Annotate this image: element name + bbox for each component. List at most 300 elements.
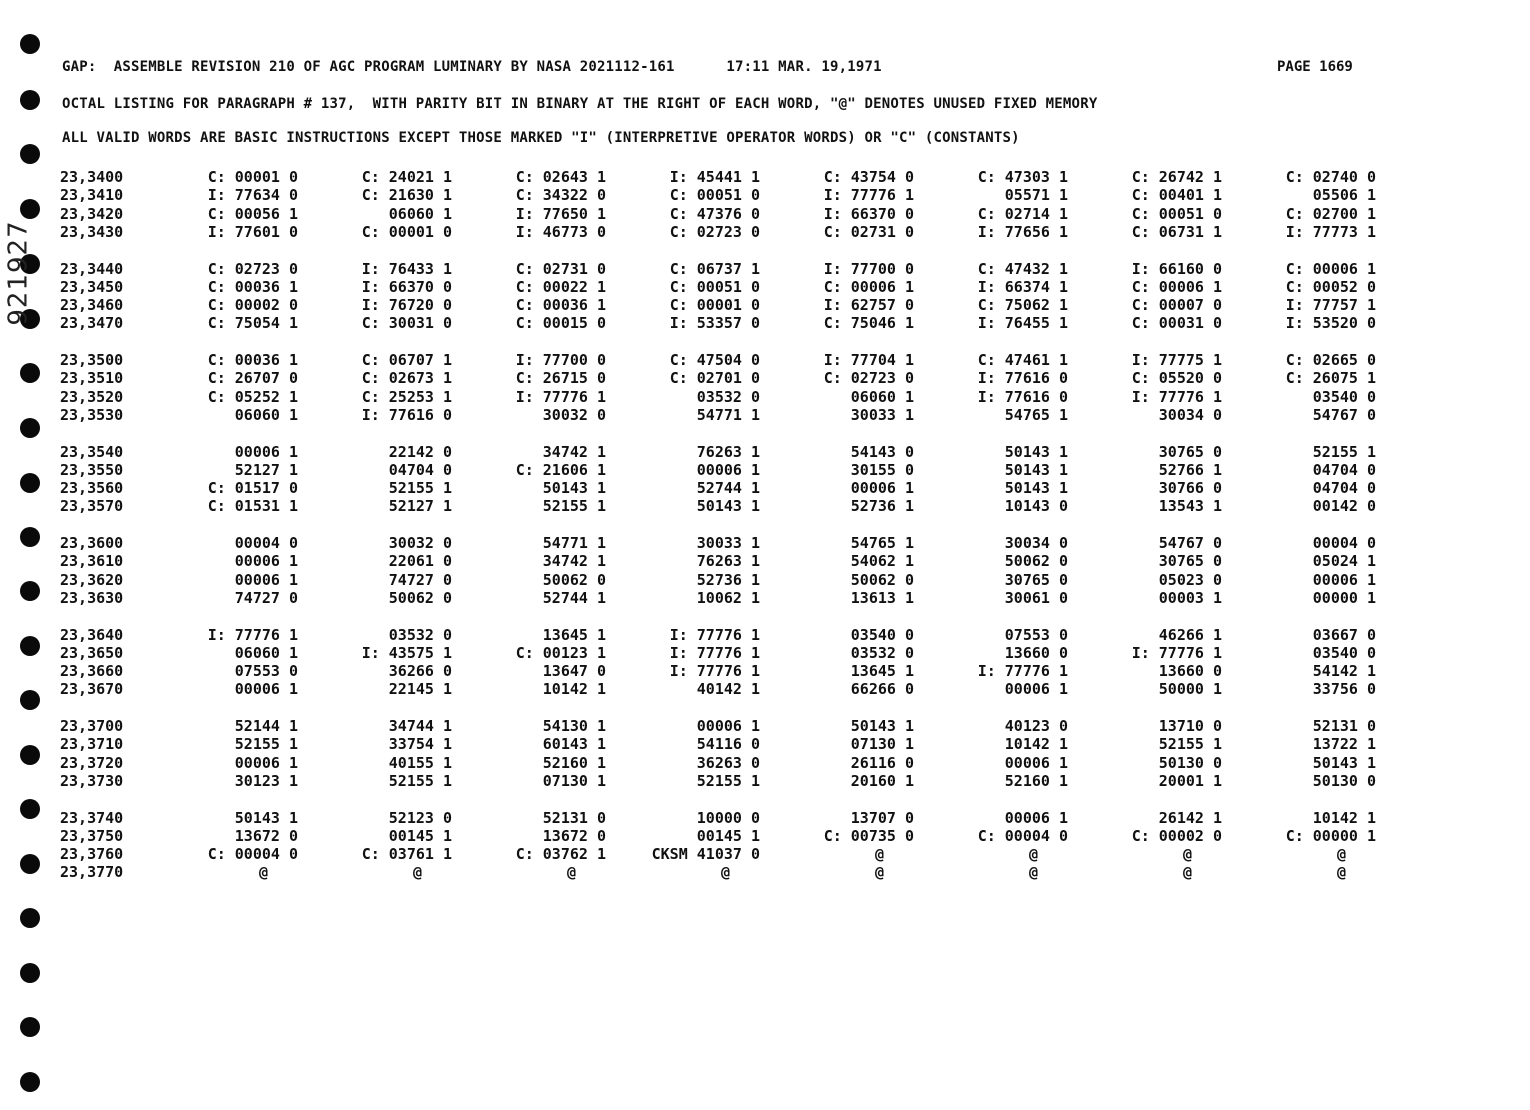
octal-word: 30061 0 — [1004, 588, 1068, 607]
octal-word: 52123 0 — [388, 808, 452, 827]
octal-word: C: 01517 0 — [207, 479, 298, 498]
octal-word: 46266 1 — [1158, 625, 1222, 644]
octal-word: C: 03762 1 — [515, 845, 606, 864]
octal-word: 30155 0 — [850, 460, 914, 479]
listing-row — [0, 717, 1420, 735]
octal-word: C: 00036 1 — [207, 277, 298, 296]
listing-row — [0, 827, 1420, 845]
listing-row — [0, 497, 1420, 515]
octal-word: C: 02731 0 — [823, 222, 914, 241]
octal-word: 04704 0 — [388, 460, 452, 479]
octal-word: 60143 1 — [542, 735, 606, 754]
octal-word: 52766 1 — [1158, 460, 1222, 479]
row-address: 23,3730 — [60, 771, 124, 790]
octal-word: 74727 0 — [234, 588, 298, 607]
octal-word: 52155 1 — [1158, 735, 1222, 754]
row-address: 23,3540 — [60, 442, 124, 461]
octal-word: 00006 1 — [850, 479, 914, 498]
octal-word: I: 77776 1 — [669, 662, 760, 681]
octal-word: @ — [1336, 863, 1346, 882]
octal-word: 13722 1 — [1312, 735, 1376, 754]
octal-word: I: 77650 1 — [515, 204, 606, 223]
octal-word: @ — [1028, 845, 1038, 864]
row-address: 23,3420 — [60, 204, 124, 223]
octal-word: I: 77776 1 — [669, 643, 760, 662]
octal-word: C: 21606 1 — [515, 460, 606, 479]
binder-hole — [20, 908, 40, 928]
octal-word: C: 06731 1 — [1131, 222, 1222, 241]
octal-word: C: 00004 0 — [977, 826, 1068, 845]
octal-word: C: 47461 1 — [977, 351, 1068, 369]
octal-word: 50062 0 — [388, 588, 452, 607]
octal-word: C: 05520 0 — [1131, 369, 1222, 388]
octal-word: 06060 1 — [234, 643, 298, 662]
octal-word: 66266 0 — [850, 680, 914, 699]
row-address: 23,3770 — [60, 863, 124, 882]
octal-word: C: 00006 1 — [1285, 259, 1376, 278]
octal-word: 00004 0 — [234, 534, 298, 552]
listing-row — [0, 754, 1420, 772]
octal-word: I: 76455 1 — [977, 314, 1068, 333]
listing-row — [0, 369, 1420, 387]
octal-word: I: 77757 1 — [1285, 296, 1376, 315]
octal-word: @ — [412, 863, 422, 882]
octal-word: 20160 1 — [850, 771, 914, 790]
row-address: 23,3560 — [60, 479, 124, 498]
binder-hole — [20, 1072, 40, 1092]
row-address: 23,3660 — [60, 662, 124, 681]
octal-word: C: 00000 1 — [1285, 826, 1376, 845]
octal-word: C: 00022 1 — [515, 277, 606, 296]
octal-word: C: 05252 1 — [207, 387, 298, 406]
octal-word: 10142 1 — [1312, 808, 1376, 827]
octal-word: C: 75054 1 — [207, 314, 298, 333]
octal-word: 05023 0 — [1158, 570, 1222, 589]
octal-word: C: 00007 0 — [1131, 296, 1222, 315]
octal-word: 00145 1 — [388, 826, 452, 845]
octal-word: I: 77616 0 — [361, 405, 452, 424]
octal-word: @ — [874, 845, 884, 864]
octal-word: 05024 1 — [1312, 552, 1376, 571]
octal-word: @ — [1336, 845, 1346, 864]
octal-word: @ — [874, 863, 884, 882]
row-address: 23,3410 — [60, 186, 124, 205]
binder-hole — [20, 90, 40, 110]
octal-word: I: 77656 1 — [977, 222, 1068, 241]
octal-word: I: 77773 1 — [1285, 222, 1376, 241]
octal-word: C: 02701 0 — [669, 369, 760, 388]
row-address: 23,3460 — [60, 296, 124, 315]
octal-word: C: 02673 1 — [361, 369, 452, 388]
octal-word: 52736 1 — [850, 497, 914, 516]
octal-word: 03667 0 — [1312, 625, 1376, 644]
octal-word: 50130 0 — [1312, 771, 1376, 790]
octal-word: 30123 1 — [234, 771, 298, 790]
row-address: 23,3710 — [60, 735, 124, 754]
octal-word: C: 00735 0 — [823, 826, 914, 845]
row-address: 23,3720 — [60, 753, 124, 772]
octal-word: C: 30031 0 — [361, 314, 452, 333]
octal-word: 04704 0 — [1312, 460, 1376, 479]
octal-word: 10142 1 — [542, 680, 606, 699]
octal-word: C: 00401 1 — [1131, 186, 1222, 205]
row-address: 23,3430 — [60, 222, 124, 241]
listing-row — [0, 845, 1420, 863]
octal-word: I: 77776 1 — [1131, 643, 1222, 662]
listing-row — [0, 644, 1420, 662]
octal-word: 00006 1 — [234, 442, 298, 461]
octal-word: 00006 1 — [234, 680, 298, 699]
octal-word: C: 00051 0 — [669, 186, 760, 205]
octal-word: 13710 0 — [1158, 717, 1222, 735]
octal-word: I: 53357 0 — [669, 314, 760, 333]
octal-word: I: 77634 0 — [207, 186, 298, 205]
octal-word: 13672 0 — [234, 826, 298, 845]
octal-word: C: 75062 1 — [977, 296, 1068, 315]
listing-row — [0, 168, 1420, 186]
octal-word: 00006 1 — [696, 460, 760, 479]
row-address: 23,3600 — [60, 534, 124, 552]
row-address: 23,3440 — [60, 259, 124, 278]
octal-word: C: 00001 0 — [361, 222, 452, 241]
row-address: 23,3450 — [60, 277, 124, 296]
octal-word: C: 00015 0 — [515, 314, 606, 333]
octal-word: 50143 1 — [542, 479, 606, 498]
octal-word: C: 00002 0 — [207, 296, 298, 315]
octal-word: 07130 1 — [542, 771, 606, 790]
octal-word: 54765 1 — [850, 534, 914, 552]
octal-word: C: 25253 1 — [361, 387, 452, 406]
octal-word: C: 02643 1 — [515, 168, 606, 186]
octal-word: 07130 1 — [850, 735, 914, 754]
octal-word: I: 43575 1 — [361, 643, 452, 662]
octal-word: @ — [258, 863, 268, 882]
octal-word: I: 77776 1 — [515, 387, 606, 406]
row-address: 23,3740 — [60, 808, 124, 827]
octal-word: 22142 0 — [388, 442, 452, 461]
octal-word: 30032 0 — [542, 405, 606, 424]
octal-word: @ — [1028, 863, 1038, 882]
octal-word: @ — [1182, 863, 1192, 882]
binder-hole — [20, 144, 40, 164]
row-address: 23,3470 — [60, 314, 124, 333]
octal-word: 00006 1 — [1004, 680, 1068, 699]
octal-word: I: 77700 0 — [823, 259, 914, 278]
octal-word: 03532 0 — [388, 625, 452, 644]
octal-word: C: 02700 1 — [1285, 204, 1376, 223]
octal-word: 36263 0 — [696, 753, 760, 772]
octal-word: 13645 1 — [850, 662, 914, 681]
octal-word: C: 00056 1 — [207, 204, 298, 223]
octal-word: C: 02723 0 — [207, 259, 298, 278]
octal-word: 52155 1 — [388, 771, 452, 790]
listing-row — [0, 278, 1420, 296]
listing-row — [0, 223, 1420, 241]
listing-row — [0, 406, 1420, 424]
listing-row — [0, 735, 1420, 753]
margin-stamp: 921927 — [3, 220, 34, 326]
octal-word: 50143 1 — [696, 497, 760, 516]
row-address: 23,3650 — [60, 643, 124, 662]
octal-word: 54130 1 — [542, 717, 606, 735]
octal-word: C: 21630 1 — [361, 186, 452, 205]
listing-row — [0, 626, 1420, 644]
octal-word: 50143 1 — [234, 808, 298, 827]
octal-word: 07553 0 — [234, 662, 298, 681]
octal-word: 30765 0 — [1158, 552, 1222, 571]
octal-word: 20001 1 — [1158, 771, 1222, 790]
octal-word: 00145 1 — [696, 826, 760, 845]
octal-word: 07553 0 — [1004, 625, 1068, 644]
octal-word: I: 77616 0 — [977, 369, 1068, 388]
octal-word: 13660 0 — [1004, 643, 1068, 662]
octal-word: 33756 0 — [1312, 680, 1376, 699]
octal-word: 00003 1 — [1158, 588, 1222, 607]
octal-word: C: 26715 0 — [515, 369, 606, 388]
octal-word: 52736 1 — [696, 570, 760, 589]
octal-word: I: 53520 0 — [1285, 314, 1376, 333]
octal-word: I: 62757 0 — [823, 296, 914, 315]
listing-row — [0, 479, 1420, 497]
octal-word: 52155 1 — [542, 497, 606, 516]
octal-word: I: 46773 0 — [515, 222, 606, 241]
octal-word: 26116 0 — [850, 753, 914, 772]
octal-word: C: 00001 0 — [669, 296, 760, 315]
octal-word: 52744 1 — [542, 588, 606, 607]
octal-word: 52155 1 — [234, 735, 298, 754]
octal-word: 36266 0 — [388, 662, 452, 681]
listing-row — [0, 534, 1420, 552]
octal-word: 52155 1 — [388, 479, 452, 498]
octal-word: I: 77704 1 — [823, 351, 914, 369]
listing-row — [0, 680, 1420, 698]
octal-word: C: 00002 0 — [1131, 826, 1222, 845]
octal-word: 50143 1 — [1004, 479, 1068, 498]
octal-word: 52155 1 — [696, 771, 760, 790]
octal-word: 54771 1 — [696, 405, 760, 424]
octal-word: 13645 1 — [542, 625, 606, 644]
row-address: 23,3550 — [60, 460, 124, 479]
octal-word: C: 75046 1 — [823, 314, 914, 333]
octal-word: 52160 1 — [542, 753, 606, 772]
octal-word: 00006 1 — [1312, 570, 1376, 589]
octal-word: 05571 1 — [1004, 186, 1068, 205]
octal-word: C: 03761 1 — [361, 845, 452, 864]
binder-hole — [20, 34, 40, 54]
listing-row — [0, 443, 1420, 461]
octal-word: 50143 1 — [1312, 753, 1376, 772]
octal-word: 54771 1 — [542, 534, 606, 552]
octal-word: C: 47303 1 — [977, 168, 1068, 186]
octal-word: 76263 1 — [696, 442, 760, 461]
octal-word: 52131 0 — [1312, 717, 1376, 735]
octal-word: C: 00052 0 — [1285, 277, 1376, 296]
row-address: 23,3760 — [60, 845, 124, 864]
octal-word: @ — [720, 863, 730, 882]
octal-word: I: 77601 0 — [207, 222, 298, 241]
octal-word: C: 00036 1 — [515, 296, 606, 315]
octal-word: 54767 0 — [1158, 534, 1222, 552]
octal-word: 13660 0 — [1158, 662, 1222, 681]
octal-word: 54767 0 — [1312, 405, 1376, 424]
octal-word: C: 06737 1 — [669, 259, 760, 278]
octal-word: 30034 0 — [1158, 405, 1222, 424]
octal-word: 13613 1 — [850, 588, 914, 607]
octal-word: CKSM 41037 0 — [651, 845, 760, 864]
listing-row — [0, 461, 1420, 479]
octal-word: 33754 1 — [388, 735, 452, 754]
octal-word: 54765 1 — [1004, 405, 1068, 424]
octal-word: I: 77700 0 — [515, 351, 606, 369]
octal-word: 00006 1 — [234, 753, 298, 772]
octal-word: C: 47432 1 — [977, 259, 1068, 278]
octal-word: 50143 1 — [1004, 460, 1068, 479]
octal-word: @ — [566, 863, 576, 882]
listing-row — [0, 205, 1420, 223]
octal-word: 26142 1 — [1158, 808, 1222, 827]
octal-word: C: 26707 0 — [207, 369, 298, 388]
octal-word: 04704 0 — [1312, 479, 1376, 498]
octal-word: 13707 0 — [850, 808, 914, 827]
listing-header: GAP: ASSEMBLE REVISION 210 OF AGC PROGRAM LUMINARY BY NASA 2021112-161 17:11 MAR. 19,1971 — [62, 59, 882, 75]
octal-word: C: 43754 0 — [823, 168, 914, 186]
row-address: 23,3700 — [60, 717, 124, 735]
octal-word: I: 77616 0 — [977, 387, 1068, 406]
octal-word: 00142 0 — [1312, 497, 1376, 516]
listing-row — [0, 260, 1420, 278]
octal-word: C: 00036 1 — [207, 351, 298, 369]
octal-word: 74727 0 — [388, 570, 452, 589]
octal-word: 30034 0 — [1004, 534, 1068, 552]
listing-row — [0, 552, 1420, 570]
octal-word: 10062 1 — [696, 588, 760, 607]
octal-word: C: 06707 1 — [361, 351, 452, 369]
octal-word: 00006 1 — [234, 570, 298, 589]
octal-word: 40142 1 — [696, 680, 760, 699]
octal-word: I: 66374 1 — [977, 277, 1068, 296]
listing-legend: ALL VALID WORDS ARE BASIC INSTRUCTIONS EXCEPT THOSE MARKED "I" (INTERPRETIVE OPERATOR WORDS) OR "C" (CONSTANTS) — [62, 130, 1020, 146]
octal-word: C: 34322 0 — [515, 186, 606, 205]
octal-word: 40123 0 — [1004, 717, 1068, 735]
listing-row — [0, 809, 1420, 827]
octal-word: 22061 0 — [388, 552, 452, 571]
octal-word: 30765 0 — [1158, 442, 1222, 461]
octal-word: 30032 0 — [388, 534, 452, 552]
octal-word: 03532 0 — [696, 387, 760, 406]
octal-word: C: 02723 0 — [669, 222, 760, 241]
octal-word: I: 66160 0 — [1131, 259, 1222, 278]
row-address: 23,3610 — [60, 552, 124, 571]
octal-word: 00000 1 — [1312, 588, 1376, 607]
octal-word: C: 02740 0 — [1285, 168, 1376, 186]
octal-word: C: 00004 0 — [207, 845, 298, 864]
octal-word: C: 26075 1 — [1285, 369, 1376, 388]
row-address: 23,3570 — [60, 497, 124, 516]
listing-row — [0, 571, 1420, 589]
octal-word: C: 02714 1 — [977, 204, 1068, 223]
octal-word: I: 77776 1 — [207, 625, 298, 644]
octal-word: I: 45441 1 — [669, 168, 760, 186]
octal-word: 00006 1 — [1004, 753, 1068, 772]
octal-word: 50062 0 — [542, 570, 606, 589]
octal-word: 06060 1 — [388, 204, 452, 223]
row-address: 23,3520 — [60, 387, 124, 406]
page-number: PAGE 1669 — [1277, 59, 1353, 75]
octal-word: 54116 0 — [696, 735, 760, 754]
listing-row — [0, 296, 1420, 314]
octal-word: 30765 0 — [1004, 570, 1068, 589]
octal-word: C: 02665 0 — [1285, 351, 1376, 369]
octal-word: 52131 0 — [542, 808, 606, 827]
octal-word: C: 47376 0 — [669, 204, 760, 223]
octal-word: 30033 1 — [850, 405, 914, 424]
octal-word: @ — [1182, 845, 1192, 864]
octal-word: 13543 1 — [1158, 497, 1222, 516]
octal-word: I: 66370 0 — [823, 204, 914, 223]
octal-word: 06060 1 — [234, 405, 298, 424]
listing-row — [0, 662, 1420, 680]
row-address: 23,3500 — [60, 351, 124, 369]
octal-word: 52744 1 — [696, 479, 760, 498]
octal-word: 52160 1 — [1004, 771, 1068, 790]
octal-word: 76263 1 — [696, 552, 760, 571]
octal-word: 52127 1 — [234, 460, 298, 479]
octal-word: 50143 1 — [850, 717, 914, 735]
row-address: 23,3670 — [60, 680, 124, 699]
octal-word: 52144 1 — [234, 717, 298, 735]
octal-word: 13647 0 — [542, 662, 606, 681]
octal-word: 06060 1 — [850, 387, 914, 406]
octal-word: 50062 0 — [850, 570, 914, 589]
listing-row — [0, 863, 1420, 881]
octal-word: C: 01531 1 — [207, 497, 298, 516]
octal-word: 50130 0 — [1158, 753, 1222, 772]
octal-word: 05506 1 — [1312, 186, 1376, 205]
octal-word: 34744 1 — [388, 717, 452, 735]
octal-word: 03532 0 — [850, 643, 914, 662]
octal-word: I: 76433 1 — [361, 259, 452, 278]
octal-word: 34742 1 — [542, 552, 606, 571]
octal-word: 40155 1 — [388, 753, 452, 772]
octal-word: 30766 0 — [1158, 479, 1222, 498]
listing-row — [0, 186, 1420, 204]
listing-subheader: OCTAL LISTING FOR PARAGRAPH # 137, WITH PARITY BIT IN BINARY AT THE RIGHT OF EACH WORD, "@" DENOTES UNUSED FIXED MEMORY — [62, 96, 1098, 112]
octal-word: C: 00051 0 — [669, 277, 760, 296]
octal-word: 50000 1 — [1158, 680, 1222, 699]
octal-word: C: 24021 1 — [361, 168, 452, 186]
octal-word: I: 77776 1 — [823, 186, 914, 205]
octal-word: 54142 1 — [1312, 662, 1376, 681]
binder-hole — [20, 963, 40, 983]
octal-word: 00006 1 — [1004, 808, 1068, 827]
octal-word: 50062 0 — [1004, 552, 1068, 571]
octal-word: 50143 1 — [1004, 442, 1068, 461]
octal-word: C: 00001 0 — [207, 168, 298, 186]
octal-word: 54062 1 — [850, 552, 914, 571]
octal-word: I: 77775 1 — [1131, 351, 1222, 369]
octal-word: I: 77776 1 — [1131, 387, 1222, 406]
octal-word: 10000 0 — [696, 808, 760, 827]
octal-word: C: 00031 0 — [1131, 314, 1222, 333]
octal-word: 30033 1 — [696, 534, 760, 552]
row-address: 23,3750 — [60, 826, 124, 845]
row-address: 23,3640 — [60, 625, 124, 644]
octal-word: C: 00123 1 — [515, 643, 606, 662]
listing-row — [0, 314, 1420, 332]
octal-word: I: 77776 1 — [977, 662, 1068, 681]
octal-word: 52127 1 — [388, 497, 452, 516]
octal-word: I: 77776 1 — [669, 625, 760, 644]
